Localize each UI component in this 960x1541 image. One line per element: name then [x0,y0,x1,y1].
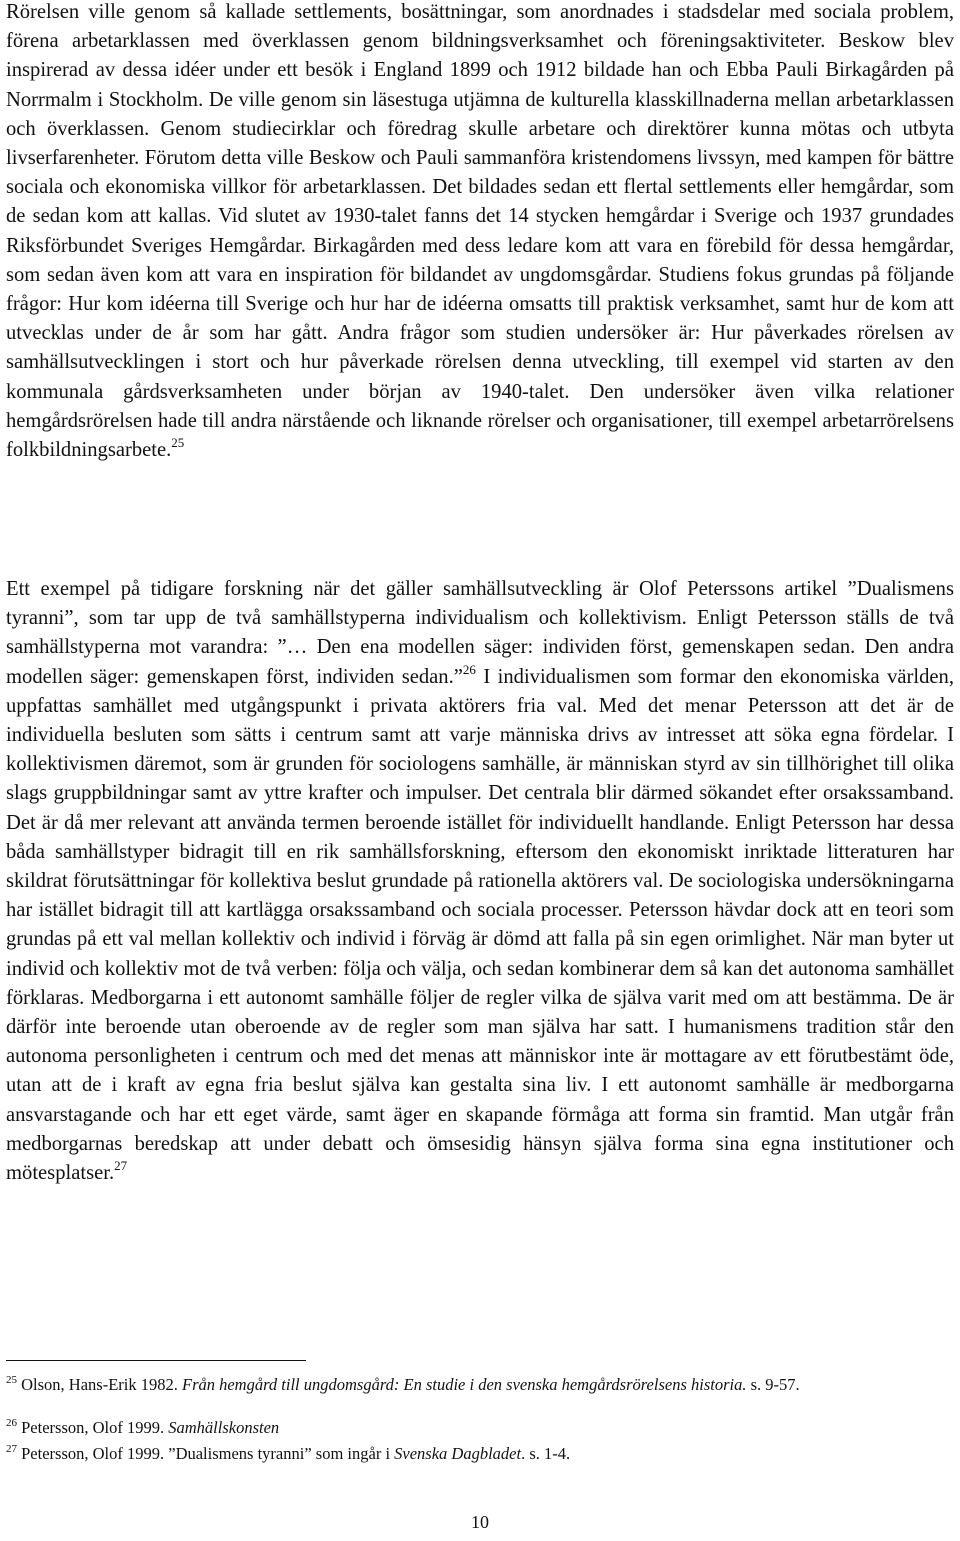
footnote-26 [6,1417,954,1438]
body-paragraph-2 [6,575,954,1188]
footnote-title: Från hemgård till ungdomsgård: En studie i den svenska hemgårdsrörelsens historia. [181,1375,747,1394]
body-paragraph-1 [6,0,954,465]
footnote-25 [6,1374,954,1395]
footnote-ref-26[interactable]: 26 [462,661,476,677]
paragraph-text-a: Ett exempel på tidigare forskning när det gäller samhällsutveckling är Olof Peterssons artikel ”Dualismens tyranni”, som tar upp de två samhällstyperna individualism och kollektivism. Enligt Petersson ställs de två samhällstyperna mot varandra: ”… Den ena modellen säger: individen först, gemenskapen sedan. Den andra modellen säger: gemenskapen först, individen sedan.” [6,578,954,688]
footnote-author: Olson, Hans-Erik 1982. [21,1375,182,1394]
footnote-number: 26 [6,1417,17,1429]
footnote-author: Petersson, Olof 1999. [21,1418,169,1437]
page-number: 10 [471,1512,489,1532]
footnote-title: Samhällskonsten [168,1418,280,1437]
paragraph-text: Rörelsen ville genom så kallade settlements, bosättningar, som anordnades i stadsdelar med sociala problem, förena arbetarklassen med överklassen genom bildningsverksamhet och föreningsaktiviteter. Beskow blev inspirerad av dessa idéer under ett besök i England 1899 och 1912 bildade han och Ebba Pauli Birkagården på Norrmalm i Stockholm. De ville genom sin läsestuga utjämna de kulturella klasskillnaderna mellan arbetarklassen och överklassen. Genom studiecirklar och föredrag skulle arbetare och direktörer kunna mötas och utbyta livserfarenheter. Förutom detta ville Beskow och Pauli sammanföra kristendomens livssyn, med kampen för bättre sociala och ekonomiska villkor för arbetarklassen. Det bildades sedan ett flertal settlements eller hemgårdar, som de sedan kom att kallas. Vid slutet av 1930-talet fanns det 14 stycken hemgårdar i Sverige och 1937 grundades Riksförbundet Sveriges Hemgårdar. Birkagården med dess ledare kom att vara en förebild för dessa hemgårdar, som sedan även kom att vara en inspiration för bildandet av ungdomsgårdar. Studiens fokus grundas på följande frågor: Hur kom idéerna till Sverige och hur har de idéerna omsatts till praktisk verksamhet, samt hur de kom att utvecklas under de år som har gått. Andra frågor som studien undersöker är: Hur påverkades rörelsen av samhällsutvecklingen i stort och hur påverkade rörelsen denna utveckling, till exempel vid starten av den kommunala gårdsverksamheten under början av 1940-talet. Den undersöker även vilka relationer hemgårdsrörelsen hade till andra närstående och liknande rörelser och organisationer, till exempel arbetarrörelsens folkbildningsarbete. [6,1,954,462]
footnote-number: 27 [6,1443,17,1455]
footnote-27 [6,1443,954,1464]
footnote-divider [6,1360,306,1361]
footnote-pages: s. 9-57. [746,1375,800,1394]
footnote-ref-27[interactable]: 27 [114,1158,128,1174]
footnote-title: Svenska Dagbladet [394,1444,522,1463]
footnote-ref-25[interactable]: 25 [171,435,185,451]
paragraph-text-b: I individualismen som formar den ekonomiska världen, uppfattas samhället med utgångspunkt i privata aktörers fria val. Med det menar Petersson att det är de individuella besluten som sätts i centrum samt att varje människa drivs av intresset att söka egna fördelar. I kollektivismen däremot, som är grunden för sociologens samhälle, är människan styrd av sin tillhörighet till olika slags gruppbildningar samt av yttre krafter och impulser. Det centrala blir därmed sökandet efter orsakssamband. Det är då mer relevant att använda termen beroende istället för individuellt handlande. Enligt Petersson har dessa båda samhällstyper bidragit till en rik samhällsforskning, eftersom den ekonomiskt inriktade litteraturen har skildrat förutsättningar för kollektiva beslut grundade på rationella aktörers val. De sociologiska undersökningarna har istället bidragit till att kartlägga orsakssamband och sociala processer. Petersson hävdar dock att en teori som grundas på ett val mellan kollektiv och individ i förväg är dömd att falla på sin egen orimlighet. När man byter ut individ och kollektiv mot de två verben: följa och välja, och sedan kombinerar dem så kan det autonoma samhället förklaras. Medborgarna i ett autonomt samhälle följer de regler vilka de själva varit med om att bestämma. De är därför inte beroende utan oberoende av de regler som man själva har satt. I humanismens tradition står den autonoma personligheten i centrum och med det menas att människor inte är mottagare av ett förutbestämt öde, utan att de i kraft av egna fria beslut själva kan gestalta sina liv. I ett autonomt samhälle är medborgarna ansvarstagande och har ett eget värde, samt äger en skapande förmåga att forma sin framtid. Man utgår från medborgarnas beredskap att under debatt och ömsesidig hänsyn själva forma sina egna institutioner och mötesplatser. [6,665,954,1185]
footnote-number: 25 [6,1374,17,1386]
footnote-author: Petersson, Olof 1999. ”Dualismens tyranni” som ingår i [21,1444,395,1463]
footnote-pages: . s. 1-4. [521,1444,571,1463]
